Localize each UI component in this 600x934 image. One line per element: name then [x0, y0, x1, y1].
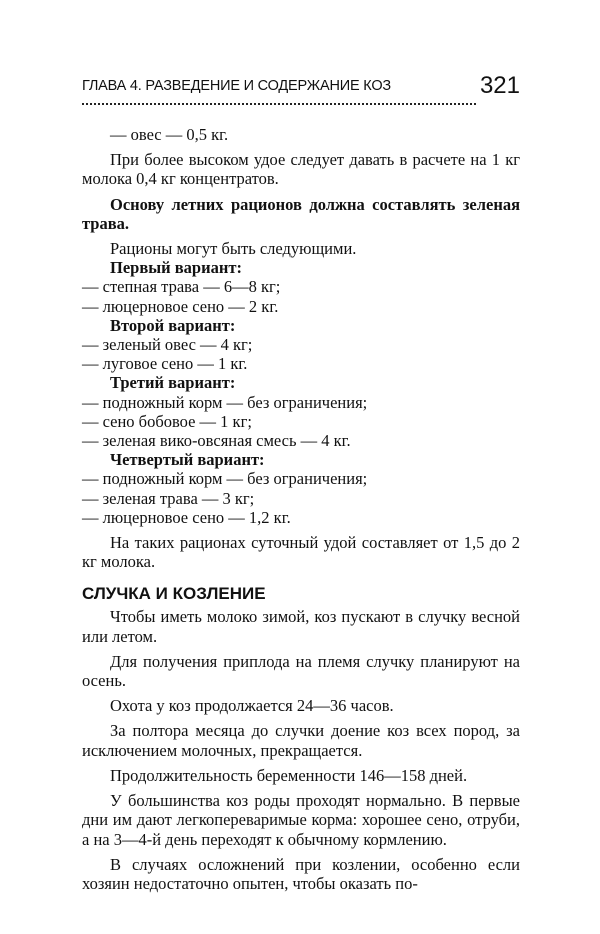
list-item: — зеленая трава — 3 кг; — [82, 488, 255, 508]
list-item: — подножный корм — без ограничения; — [82, 392, 368, 412]
variant-3-title: Третий вариант: — [110, 373, 236, 393]
list-item: — сено бобовое — 1 кг; — [82, 411, 252, 431]
list-item: — люцерновое сено — 2 кг. — [82, 296, 279, 316]
chapter-title: ГЛАВА 4. РАЗВЕДЕНИЕ И СОДЕРЖАНИЕ КОЗ — [82, 78, 391, 94]
list-item: — зеленая вико-овсяная смесь — 4 кг. — [82, 431, 351, 451]
section-paragraph: У большинства коз роды проходят нормально. В первые дни им дают легкопереваримые корма: хорошее сено, отруби, а на 3—4-й день переходят к обычному кормлению. — [82, 791, 520, 849]
variant-2-title: Второй вариант: — [110, 315, 236, 335]
section-paragraph: В случаях осложнений при козлении, особенно если хозяин недостаточно опытен, чтобы оказать по- — [82, 854, 520, 893]
header-divider — [82, 103, 476, 105]
section-paragraph: Для получения приплода на племя случку планируют на осень. — [82, 651, 520, 691]
list-item: — зеленый овес — 4 кг; — [82, 335, 253, 355]
section-paragraph: Охота у коз продолжается 24—36 часов. — [110, 696, 394, 716]
section-paragraph: Продолжительность беременности 146—158 дней. — [110, 765, 468, 785]
section-heading: СЛУЧКА И КОЗЛЕНИЕ — [82, 584, 266, 604]
page-body — [82, 125, 520, 893]
list-item: — луговое сено — 1 кг. — [82, 354, 248, 374]
page-number: 321 — [479, 72, 520, 99]
running-header — [82, 72, 520, 104]
list-item: — люцерновое сено — 1,2 кг. — [82, 507, 291, 527]
paragraph-daily-yield: На таких рационах суточный удой составляет от 1,5 до 2 кг молока. — [82, 533, 520, 572]
paragraph-high-yield: При более высоком удое следует давать в расчете на 1 кг молока 0,4 кг концентратов. — [82, 150, 520, 189]
section-paragraph: За полтора месяца до случки доение коз всех пород, за исключением молочных, прекращается. — [82, 721, 520, 760]
list-item: — подножный корм — без ограничения; — [82, 469, 368, 489]
variant-4-title: Четвертый вариант: — [110, 450, 265, 470]
paragraph-rations-intro: Рационы могут быть следующими. — [110, 239, 357, 259]
paragraph-summer-ration: Основу летних рационов должна составлять зеленая трава. — [82, 194, 520, 233]
list-item: — степная трава — 6—8 кг; — [82, 277, 281, 297]
variant-1-title: Первый вариант: — [110, 258, 242, 278]
section-paragraph: Чтобы иметь молоко зимой, коз пускают в случку весной или летом. — [82, 607, 520, 646]
paragraph-oats: — овес — 0,5 кг. — [110, 125, 229, 144]
